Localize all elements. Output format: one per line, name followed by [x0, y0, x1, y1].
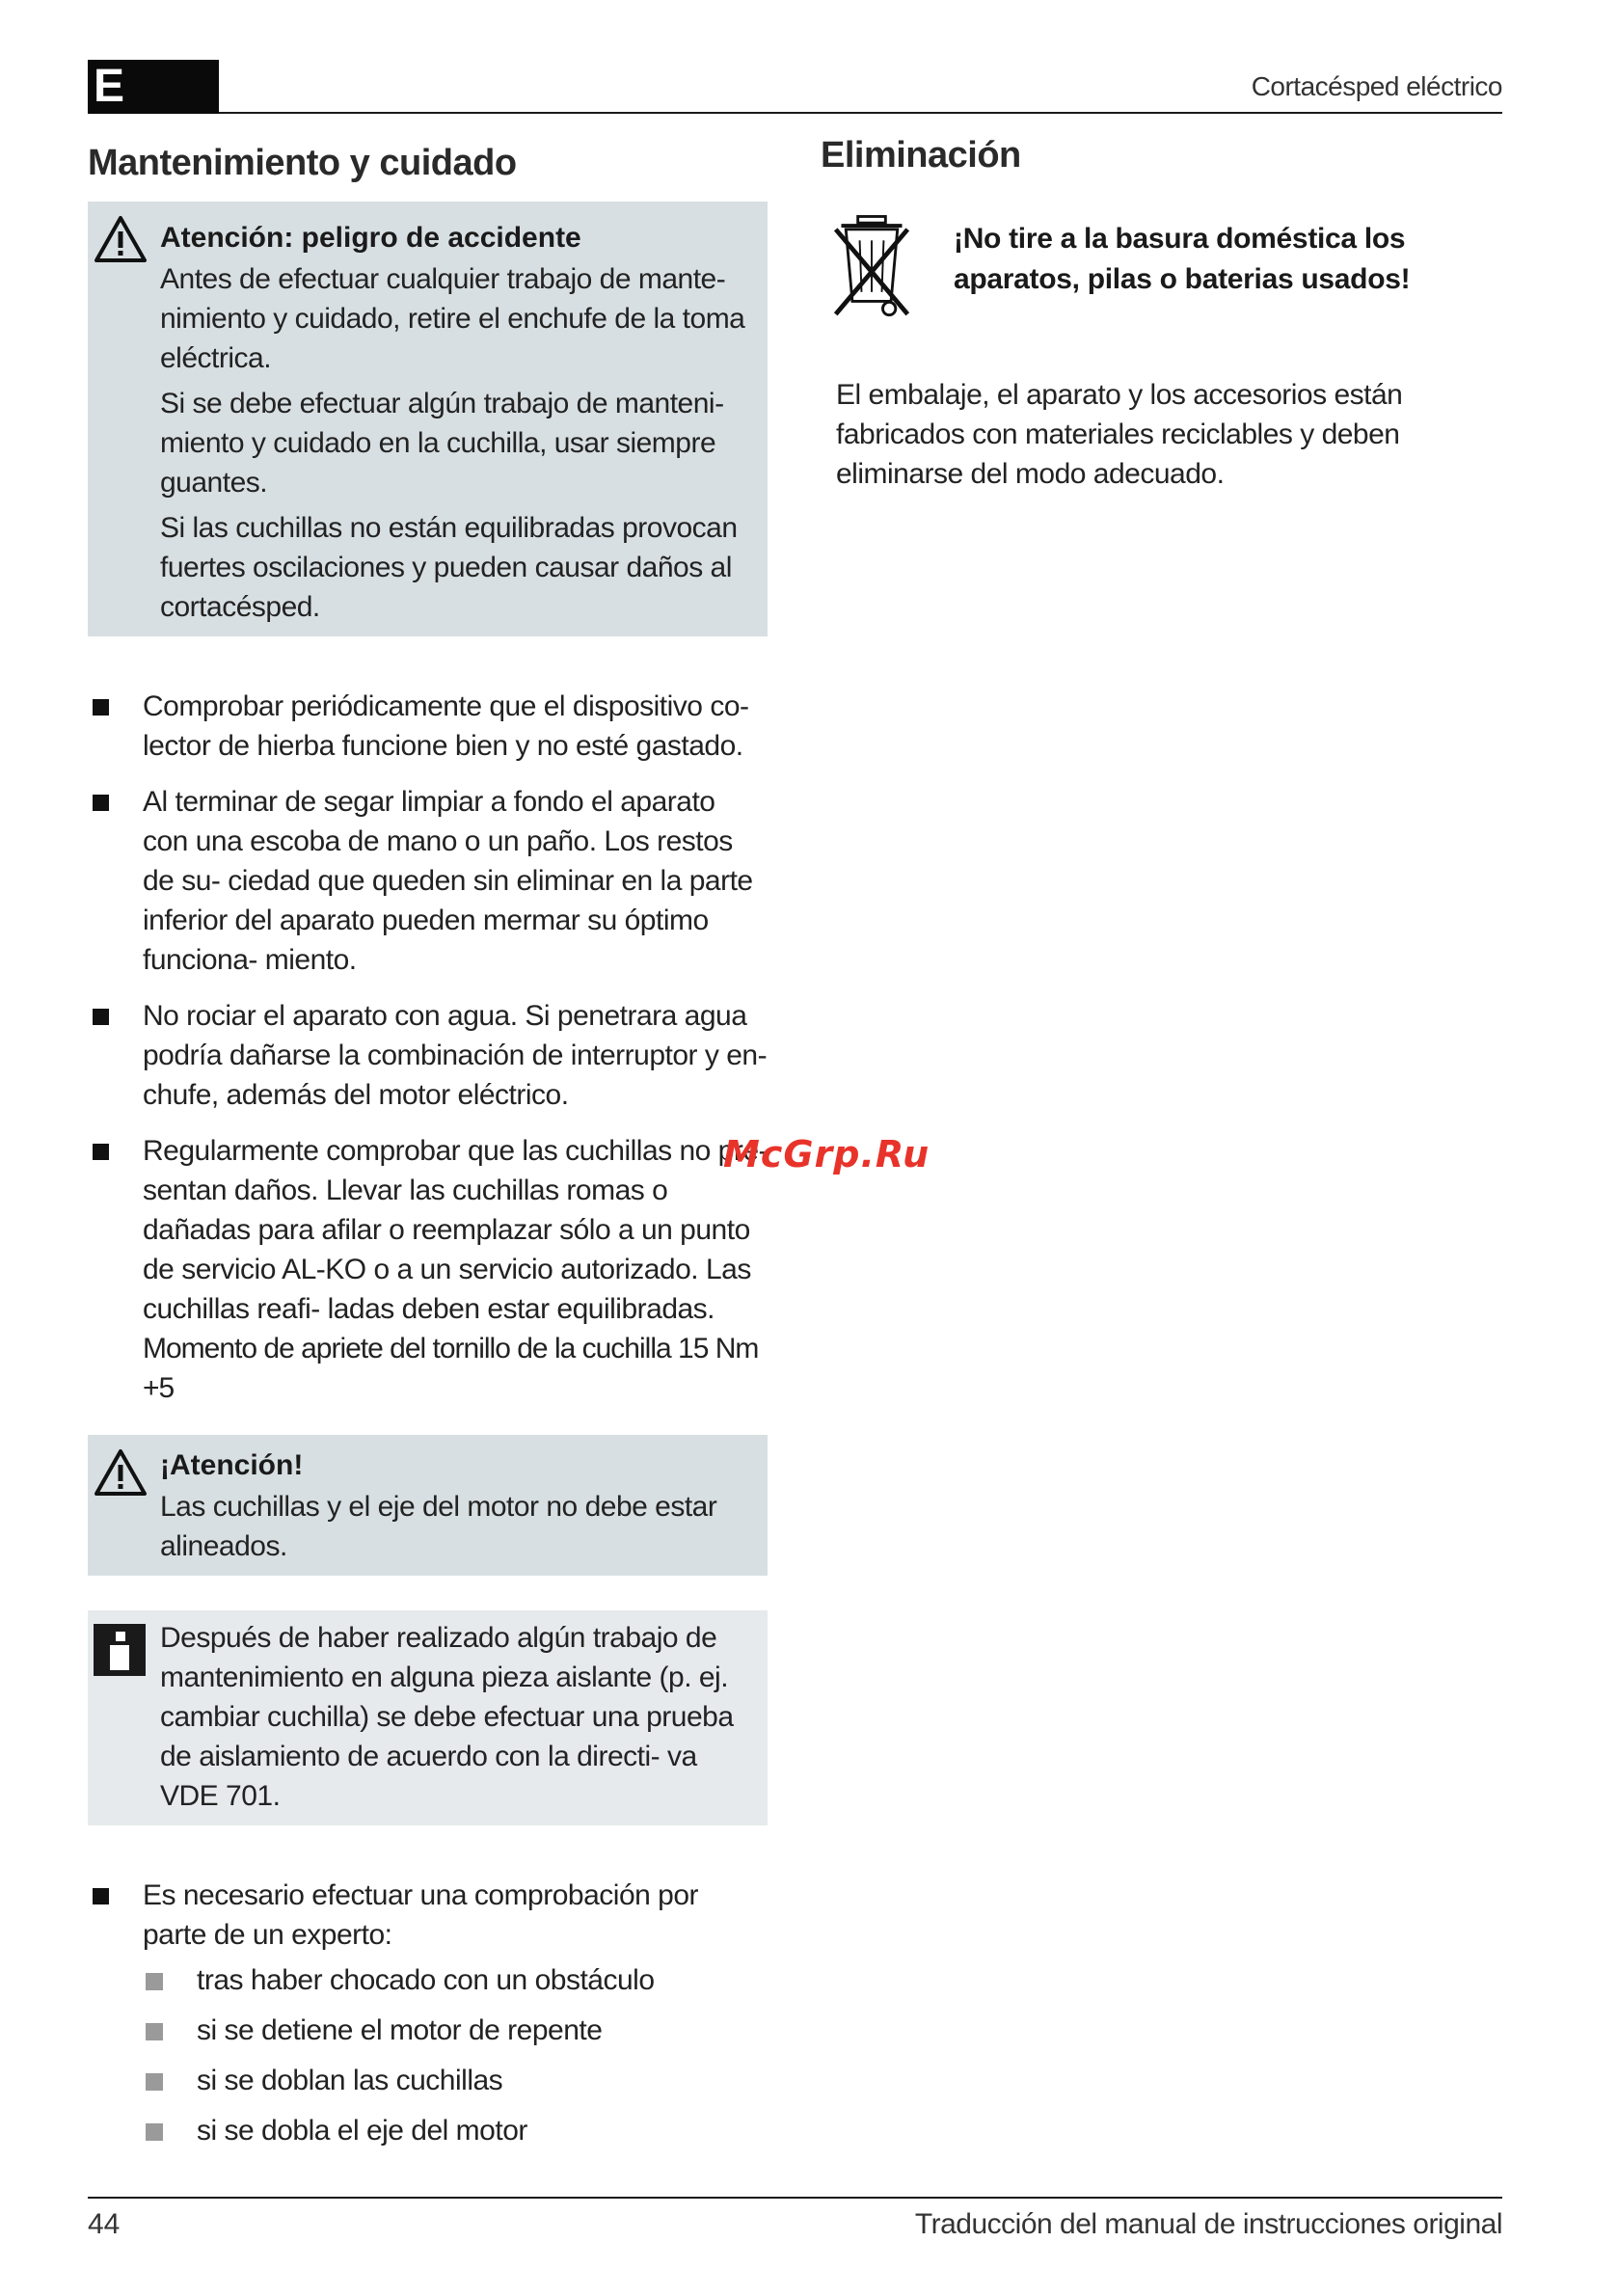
warning-title: Atención: peligro de accidente [160, 222, 581, 254]
right-column [821, 135, 1496, 494]
warning-paragraph: Si las cuchillas no están equilibradas provocan fuertes oscilaciones y pueden causar daños al cortacésped. [160, 512, 738, 623]
footer-title: Traducción del manual de instrucciones original [914, 2208, 1502, 2240]
list-item: No rociar el aparato con agua. Si penetrara agua podría dañarse la combinación de interruptor y en- chufe, además del motor eléctrico. [88, 996, 768, 1115]
header-rule [219, 112, 1502, 114]
sub-list-item: si se dobla el eje del motor [143, 2111, 768, 2150]
warning-paragraph: Si se debe efectuar algún trabajo de manteni- miento y cuidado en la cuchilla, usar siempre guantes. [160, 388, 724, 499]
language-tab [88, 60, 219, 114]
bullet-square-icon [93, 1009, 109, 1025]
header-title: Cortacésped eléctrico [1251, 71, 1502, 101]
bullet-square-grey-icon [146, 2123, 163, 2141]
bullet-square-grey-icon [146, 2023, 163, 2040]
list-item: Al terminar de segar limpiar a fondo el aparato con una escoba de mano o un paño. Los restos de su- ciedad que queden sin eliminar en la parte inferior del aparato pueden mermar su óptimo funciona- miento. [88, 782, 768, 980]
info-icon [94, 1624, 146, 1676]
bullet-square-icon [93, 1144, 109, 1160]
sub-list-item: tras haber chocado con un obstáculo [143, 1960, 768, 2000]
disposal-paragraph: El embalaje, el aparato y los accesorios están fabricados con materiales reciclables y deben eliminarse del modo adecuado. [836, 379, 1403, 490]
footer-rule [88, 2197, 1502, 2199]
bullet-square-icon [93, 795, 109, 811]
list-item: Es necesario efectuar una comprobación por parte de un experto: tras haber chocado con un obstáculo si se detiene el motor de repente si se doblan las cuchillas si se dobla el eje del motor [88, 1876, 768, 2150]
list-item: Regularmente comprobar que las cuchillas no pre- sentan daños. Llevar las cuchillas romas o dañadas para afilar o reemplazar sólo a un punto de servicio AL-KO o a un servicio autorizado. Las cuchillas reafi- ladas deben estar equilibradas. Momento de apriete del tornillo de la cuchilla 15 Nm +5 [88, 1131, 768, 1408]
warning-box-accident [88, 202, 768, 636]
bullet-square-grey-icon [146, 2073, 163, 2091]
watermark: McGrp.Ru [723, 1133, 930, 1175]
warning-paragraph: Las cuchillas y el eje del motor no debe estar alineados. [160, 1491, 717, 1562]
bullet-square-icon [93, 699, 109, 716]
sub-list-item: si se detiene el motor de repente [143, 2011, 768, 2050]
warning-title: ¡Atención! [160, 1449, 304, 1481]
maintenance-list [88, 687, 768, 1408]
expert-check-list [88, 1876, 768, 2150]
info-box-insulation [88, 1610, 768, 1825]
info-paragraph: Después de haber realizado algún trabajo de mantenimiento en alguna pieza aislante (p. ej. cambiar cuchilla) se debe efectuar una prueba de aislamiento de acuerdo con la directi- va VDE 701. [160, 1622, 734, 1812]
disposal-notice [821, 219, 1496, 335]
warning-triangle-icon [94, 1448, 148, 1497]
sub-list [143, 1960, 768, 2150]
list-item: Comprobar periódicamente que el dispositivo co- lector de hierba funcione bien y no esté gastado. [88, 687, 768, 766]
page-number: 44 [88, 2208, 121, 2240]
bullet-square-grey-icon [146, 1973, 163, 1990]
left-column [88, 143, 768, 2167]
sub-list-item: si se doblan las cuchillas [143, 2061, 768, 2100]
language-code: E [94, 61, 125, 112]
section-heading-maintenance: Mantenimiento y cuidado [88, 143, 517, 183]
disposal-notice-text: ¡No tire a la basura doméstica los aparatos, pilas o baterias usados! [954, 223, 1411, 295]
section-heading-disposal: Eliminación [821, 135, 1021, 176]
torque-spec: Momento de apriete del tornillo de la cuchilla 15 Nm +5 [143, 1333, 759, 1404]
warning-triangle-icon [94, 215, 148, 263]
bullet-square-icon [93, 1888, 109, 1904]
warning-paragraph: Antes de efectuar cualquier trabajo de mante- nimiento y cuidado, retire el enchufe de la toma eléctrica. [160, 263, 745, 374]
warning-box-alignment [88, 1435, 768, 1576]
crossed-out-bin-icon [830, 211, 913, 325]
